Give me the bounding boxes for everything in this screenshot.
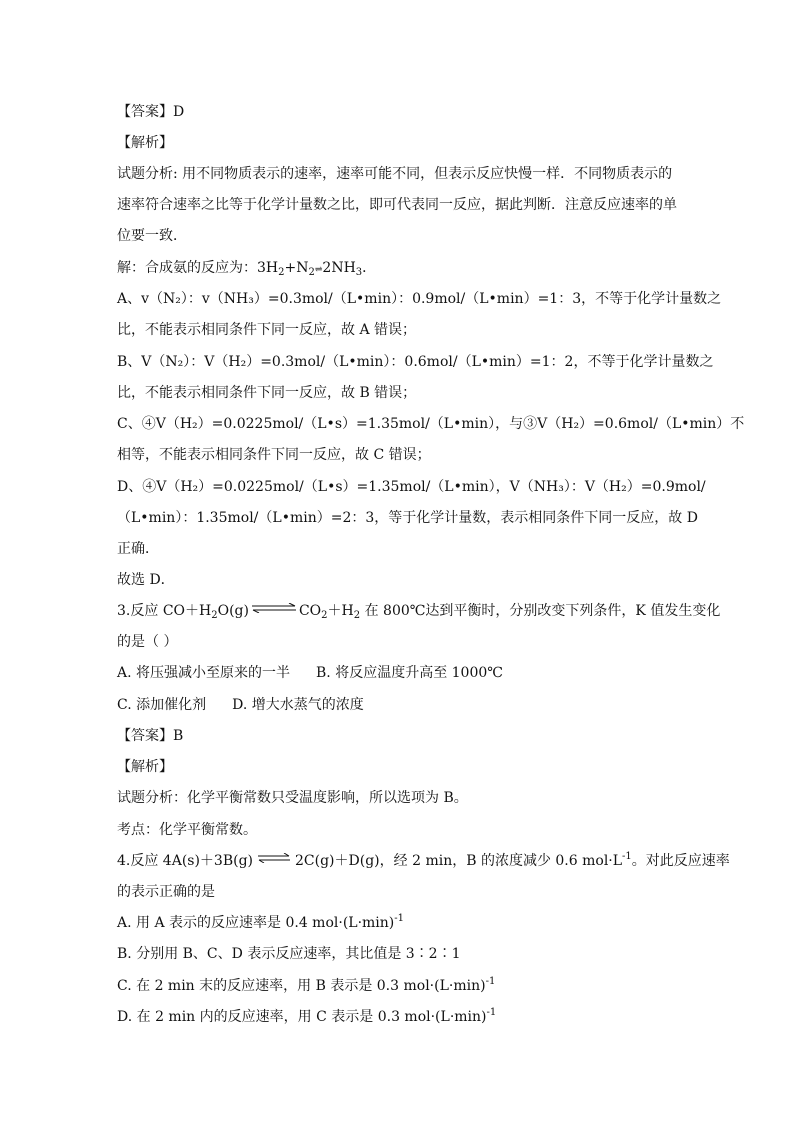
synthesis-ammonia-equation: $3H_2+N_2\rightleftharpoons 2NH_3$．	[257, 260, 377, 278]
q2-analysis-heading: 【解析】	[117, 135, 173, 151]
q3-analysis: 试题分析：化学平衡常数只受温度影响，所以选项为 B。	[117, 790, 468, 806]
q2-analysis-line-2: 速率符合速率之比等于化学计量数之比，即可代表同一反应，据此判断．注意反应速率的单	[117, 197, 677, 213]
q4-stem-mid: 2C(g)＋D(g)，经 2 min，B 的浓度减少 0.6 mol·L	[295, 853, 623, 869]
q4-option-c	[117, 976, 495, 996]
q4-stem-exponent: -1	[622, 851, 632, 862]
q2-option-a-line-1: A、v（N₂）：v（NH₃）=0.3mol/（L•min）：0.9mol/（L•min）=1：3，不等于化学计量数之	[117, 291, 722, 307]
q3-stem-suffix: 在 800℃达到平衡时，分别改变下列条件，K 值发生变化	[360, 603, 721, 619]
q3-stem-prefix: 3.反应	[117, 603, 163, 619]
q2-solution-equation	[117, 258, 376, 278]
q3-option-a: A. 将压强减小至原来的一半	[117, 665, 291, 681]
q4-stem-line-2: 的表示正确的是	[117, 884, 215, 900]
q4-stem-prefix: 4.反应 4A(s)＋3B(g)	[117, 853, 254, 869]
q4-option-a-text: A. 用 A 表示的反应速率是 0.4 mol·(L·min)	[117, 915, 395, 931]
q2-option-b-line-2: 比，不能表示相同条件下同一反应，故 B 错误；	[117, 385, 417, 401]
q4-option-c-text: C. 在 2 min 末的反应速率，用 B 表示是 0.3 mol·(L·min)	[117, 978, 486, 994]
q4-option-a	[117, 913, 404, 933]
q2-option-b-line-1: B、V（N₂）：V（H₂）=0.3mol/（L•min）：0.6mol/（L•min）=1：2，不等于化学计量数之	[117, 354, 714, 370]
q3-option-b: B. 将反应温度升高至 1000℃	[316, 665, 503, 681]
q3-option-d: D. 增大水蒸气的浓度	[232, 697, 364, 713]
q4-option-d-exponent: -1	[486, 1007, 497, 1018]
q3-stem-line-2: 的是（ ）	[117, 634, 178, 650]
q4-stem-tail: 。对此反应速率	[631, 853, 730, 869]
q4-option-c-exponent: -1	[485, 976, 496, 987]
q3-analysis-heading: 【解析】	[117, 759, 173, 775]
q3-answer: 【答案】B	[117, 728, 184, 744]
q3-stem-line-1	[117, 601, 720, 621]
q2-option-a-line-2: 比，不能表示相同条件下同一反应，故 A 错误；	[117, 322, 417, 338]
q4-option-a-exponent: -1	[394, 913, 405, 924]
q4-option-b: B. 分别用 B、C、D 表示反应速率，其比值是 3∶2∶1	[117, 946, 461, 962]
q2-option-d-line-3: 正确．	[117, 541, 159, 557]
equilibrium-arrow-icon	[251, 603, 297, 613]
q2-option-c-line-1: C、④V（H₂）=0.0225mol/（L•s）=1.35mol/（L•min），与③V（H₂）=0.6mol/（L•min）不	[117, 416, 745, 432]
equilibrium-arrow-icon	[257, 853, 291, 863]
q2-solution-prefix: 解：合成氨的反应为：	[117, 260, 257, 276]
q2-conclusion: 故选 D．	[117, 572, 175, 588]
q2-analysis-line-3: 位要一致．	[117, 228, 187, 244]
q4-option-d	[117, 1007, 496, 1027]
q2-answer: 【答案】D	[117, 104, 185, 120]
q3-point: 考点：化学平衡常数。	[117, 822, 257, 838]
q2-option-d-line-1: D、④V（H₂）=0.0225mol/（L•s）=1.35mol/（L•min），V（NH₃）：V（H₂）=0.9mol/	[117, 479, 706, 495]
q2-analysis-line-1: 试题分析: 用不同物质表示的速率，速率可能不同，但表示反应快慢一样．不同物质表示的	[117, 166, 673, 182]
q3-equation: $CO+H_2O(g)$ $CO_2+H_2$	[162, 603, 361, 621]
q3-option-c: C. 添加催化剂	[117, 697, 207, 713]
q4-stem-line-1	[117, 851, 730, 871]
q2-option-d-line-2: （L•min）：1.35mol/（L•min）=2：3，等于化学计量数，表示相同条件下同一反应，故 D	[117, 510, 698, 526]
q3-options-row-1	[117, 663, 503, 683]
q4-option-d-text: D. 在 2 min 内的反应速率，用 C 表示是 0.3 mol·(L·min)	[117, 1009, 487, 1025]
q2-option-c-line-2: 相等，不能表示相同条件下同一反应，故 C 错误；	[117, 447, 431, 463]
q3-options-row-2	[117, 695, 364, 715]
